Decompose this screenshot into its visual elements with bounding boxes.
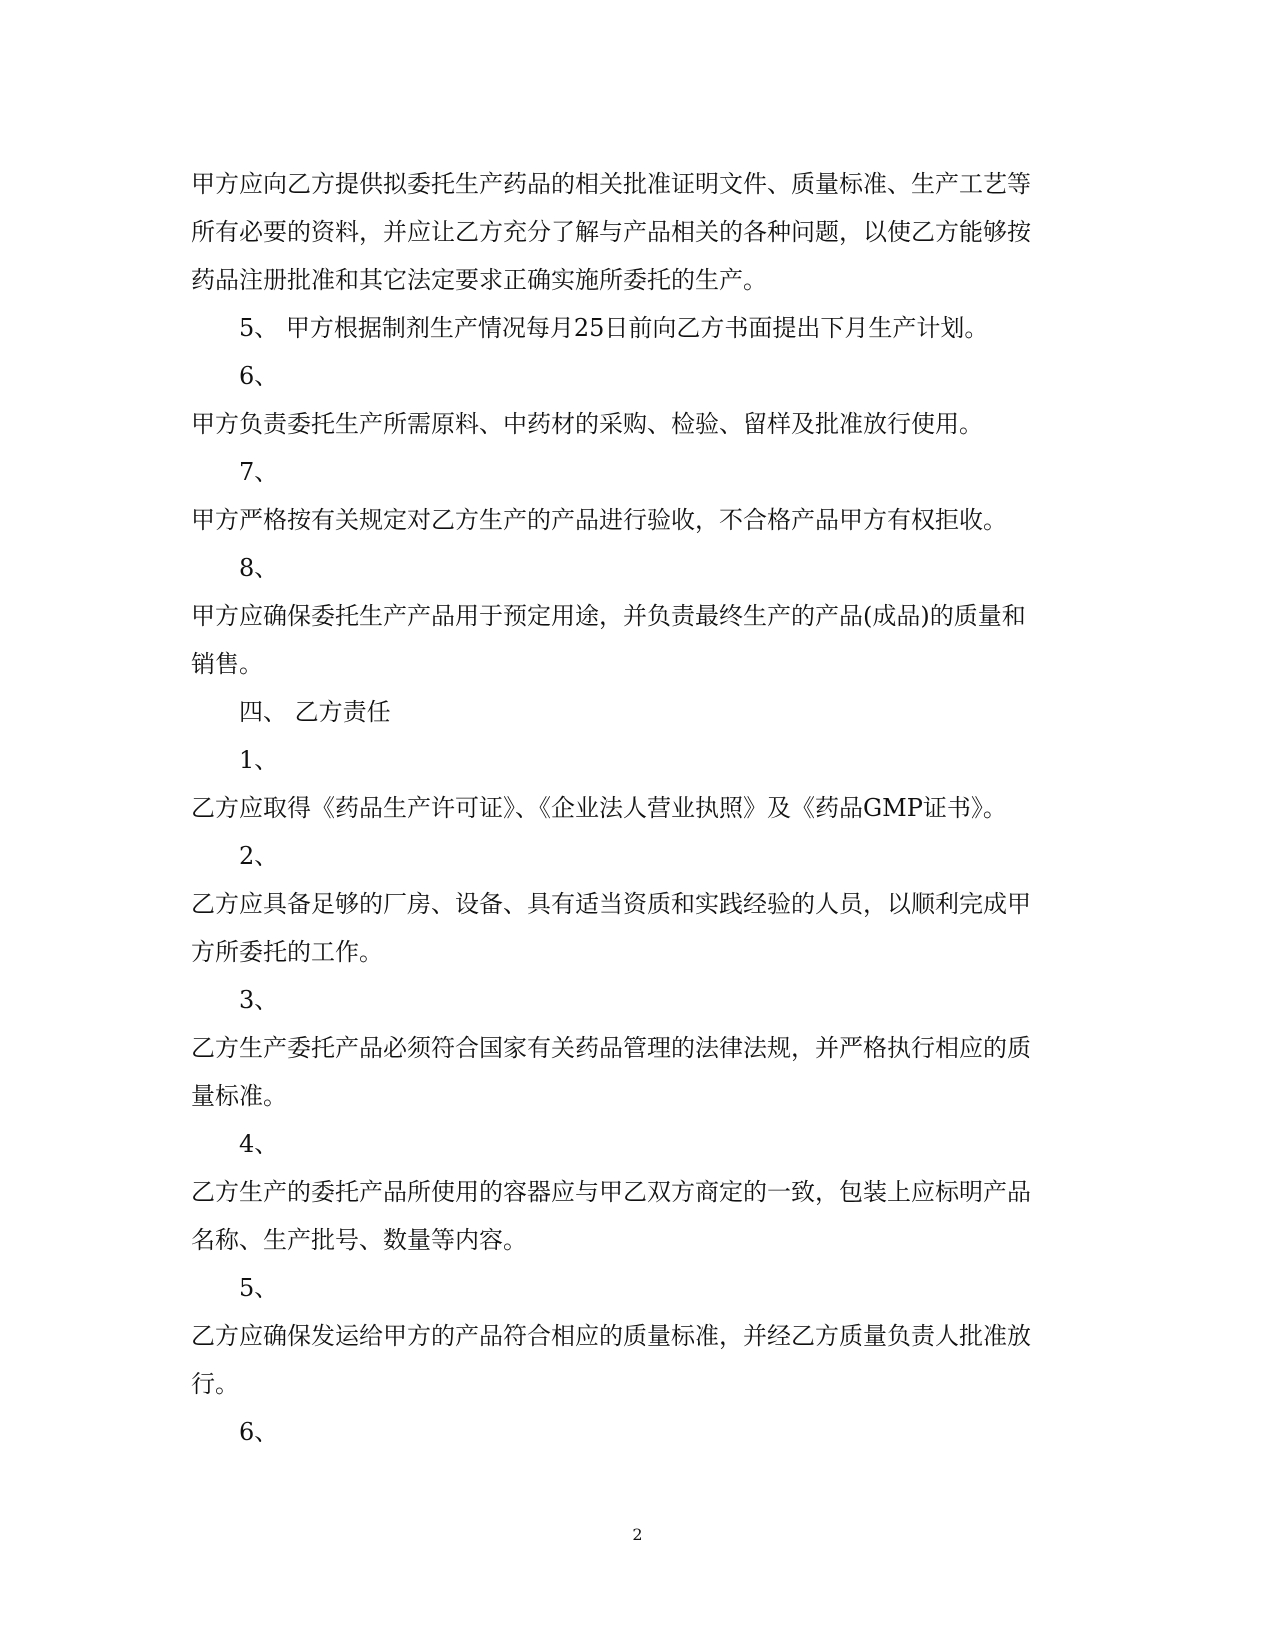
clause-number: 7、: [239, 458, 279, 486]
body-line: 销售。: [191, 650, 263, 678]
clause-number: 6、: [239, 362, 279, 390]
clause-number: 4、: [239, 1130, 279, 1158]
body-line: 甲方负责委托生产所需原料、中药材的采购、检验、留样及批准放行使用。: [191, 410, 983, 438]
clause-number: 1、: [239, 746, 279, 774]
body-line: 乙方应取得《药品生产许可证》、《企业法人营业执照》及《药品GMP证书》。: [191, 794, 1007, 822]
body-line: 乙方应确保发运给甲方的产品符合相应的质量标准，并经乙方质量负责人批准放: [191, 1322, 1031, 1350]
page-number: 2: [632, 1525, 643, 1544]
body-line: 量标准。: [191, 1082, 287, 1110]
body-line: 药品注册批准和其它法定要求正确实施所委托的生产。: [191, 266, 767, 294]
body-line: 名称、生产批号、数量等内容。: [191, 1226, 527, 1254]
body-line: 乙方应具备足够的厂房、设备、具有适当资质和实践经验的人员，以顺利完成甲: [191, 890, 1031, 918]
body-line: 乙方生产的委托产品所使用的容器应与甲乙双方商定的一致，包装上应标明产品: [191, 1178, 1031, 1206]
clause-number: 6、: [239, 1418, 279, 1446]
clause-number: 8、: [239, 554, 279, 582]
body-line: 乙方生产委托产品必须符合国家有关药品管理的法律法规，并严格执行相应的质: [191, 1034, 1031, 1062]
body-line: 甲方严格按有关规定对乙方生产的产品进行验收，不合格产品甲方有权拒收。: [191, 506, 1007, 534]
body-line: 所有必要的资料，并应让乙方充分了解与产品相关的各种问题，以使乙方能够按: [191, 218, 1031, 246]
body-line: 甲方应确保委托生产产品用于预定用途，并负责最终生产的产品(成品)的质量和: [191, 602, 1026, 630]
body-line: 甲方应向乙方提供拟委托生产药品的相关批准证明文件、质量标准、生产工艺等: [191, 170, 1031, 198]
body-line: 方所委托的工作。: [191, 938, 383, 966]
clause-number: 5、: [239, 1274, 279, 1302]
body-line: 行。: [191, 1370, 239, 1398]
clause-number: 2、: [239, 842, 279, 870]
document-body: [191, 160, 1061, 1456]
numbered-clause: 5、 甲方根据制剂生产情况每月25日前向乙方书面提出下月生产计划。: [239, 314, 989, 342]
section-heading: 四、 乙方责任: [239, 698, 391, 726]
clause-number: 3、: [239, 986, 279, 1014]
